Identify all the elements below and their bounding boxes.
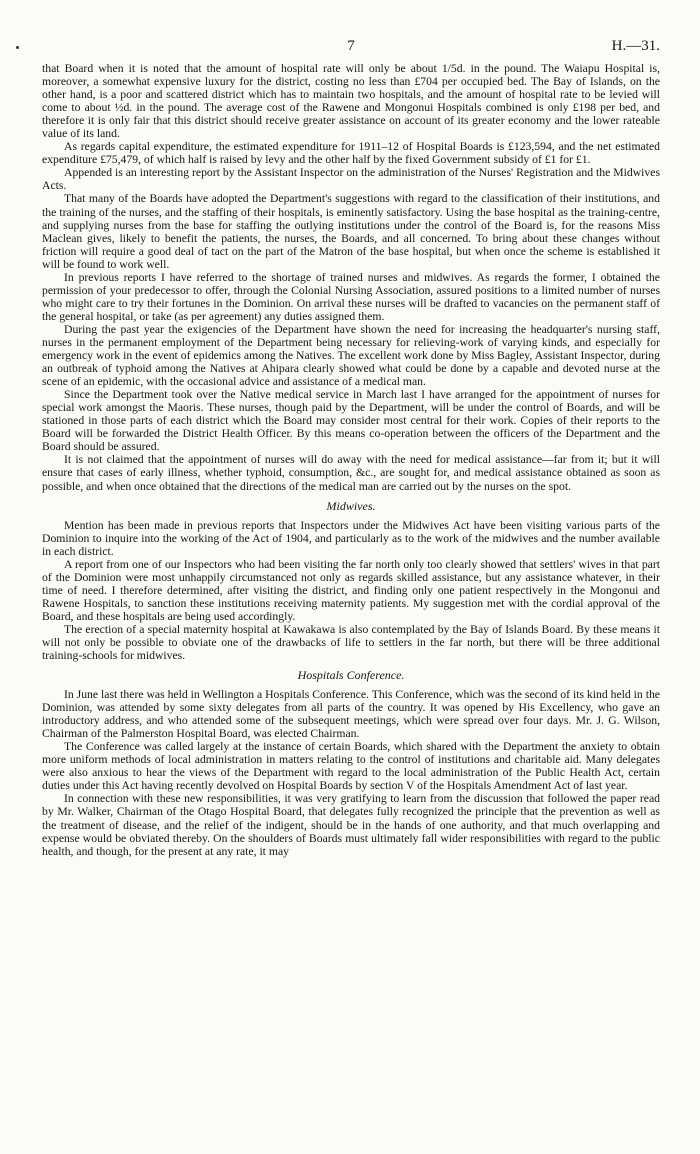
section-heading-hospitals-conference: Hospitals Conference. xyxy=(297,668,405,683)
paragraph: Appended is an interesting report by the Assistant Inspector on the administration of the Nurses' Registration and the Midwives Acts. xyxy=(42,166,660,193)
paragraph: that Board when it is noted that the amount of hospital rate will only be about 1/5d. in the pound. The Waiapu Hospital is, moreover, a somewhat expensive luxury for the district, costing no less than £704 per occupied bed. The Bay of Islands, on the other hand, is a poor and scattered district which has to maintain two hospitals, and the amount of hospital rate to be levied will come to about ½d. in the pound. The average cost of the Rawene and Mongonui Hospitals combined is only £198 per bed, and therefore it is only fair that this district should receive greater assistance on account of its greater economy and the lower rateable value of its land. xyxy=(42,62,660,141)
paragraph: In connection with these new responsibilities, it was very gratifying to learn from the discussion that followed the paper read by Mr. Walker, Chairman of the Otago Hospital Board, that delegates fully recognized the principle that the prevention as well as the treatment of disease, and the relief of the indigent, should be in the hands of one authority, and that much overlapping and expense would be obviated thereby. On the shoulders of Boards must ultimately fall wider responsibilities with regard to the public health, and though, for the present at any rate, it may xyxy=(42,792,660,858)
paragraph: In June last there was held in Wellington a Hospitals Conference. This Conference, which was the second of its kind held in the Dominion, was attended by some sixty delegates from all parts of the country. It was opened by His Excellency, who gave an introductory address, and who attended some of the subsequent meetings, which were spread over four days. Mr. J. G. Wilson, Chairman of the Palmerston Hospital Board, was elected Chairman. xyxy=(42,688,660,741)
paragraph: Mention has been made in previous reports that Inspectors under the Midwives Act have been visiting various parts of the Dominion to inquire into the working of the Act of 1904, and particularly as to the work of the midwives and the number available in each district. xyxy=(42,518,660,558)
paragraph: That many of the Boards have adopted the Department's suggestions with regard to the classification of their institutions, and the training of the nurses, and the staffing of their hospitals, is eminently satisfactory. Using the base hospital as the training-centre, and supplying nurses from the base for staffing the outlying institutions under the control of the Board is, for the reasons Miss Maclean gives, likely to benefit the patients, the nurses, the Boards, and all concerned. To bring about these changes without friction will require a good deal of tact on the part of the Matron of the base hospital, but when once the scheme is established it will be found to work well. xyxy=(42,192,660,271)
paragraph: A report from one of our Inspectors who had been visiting the far north only too clearly showed that settlers' wives in that part of the Dominion were most unhappily circumstanced not only as regards skilled assistance, but any assistance whatever, in their time of need. I therefore determined, after visiting the district, and finding only one patient respectively in the Mongonui and Rawene Hospitals, to sanction these institutions receiving maternity patients. My suggestion met with the cordial approval of the Board, and these hospitals are being used accordingly. xyxy=(42,557,660,623)
paragraph: During the past year the exigencies of the Department have shown the need for increasing the headquarter's nursing staff, nurses in the permanent employment of the Department being necessary for relieving-work of varying kinds, and especially for emergency work in the event of epidemics among the Natives. The excellent work done by Miss Bagley, Assistant Inspector, during an outbreak of typhoid among the Natives at Ahipara clearly showed what could be done by a capable and devoted nurse at the scene of an epidemic, with the occasional advice and assistance of a medical man. xyxy=(42,322,660,389)
page-header xyxy=(42,38,660,62)
paragraph: As regards capital expenditure, the estimated expenditure for 1911–12 of Hospital Boards is £123,594, and the net estimated expenditure £75,479, of which half is raised by levy and the other half by the fixed Government subsidy of £1 for £1. xyxy=(42,140,660,167)
paragraph: Since the Department took over the Native medical service in March last I have arranged for the appointment of nurses for special work amongst the Maoris. These nurses, though paid by the Department, will be under the control of Boards, and will be stationed in those parts of each district which the Board may consider most central for their work. Copies of their reports to the Board will be forwarded the District Health Officer. By this means co-operation between the officers of the Department and the Board should be assured. xyxy=(42,388,660,454)
paragraph: The Conference was called largely at the instance of certain Boards, which shared with the Department the anxiety to obtain more uniform methods of local administration in matters relating to the control of institutions and charitable aid. Many delegates were also anxious to hear the views of the Department with regard to the local administration of the Public Health Act, certain duties under this Act having recently devolved on Hospital Boards by section V of the Hospitals Amendment Act of last year. xyxy=(42,740,660,793)
document-body xyxy=(42,62,660,858)
page-number: 7 xyxy=(347,38,355,54)
margin-dot xyxy=(16,46,19,49)
paragraph: The erection of a special maternity hospital at Kawakawa is also contemplated by the Bay of Islands Board. By these means it will not only be possible to obviate one of the drawbacks of life to settlers in the far north, but there will be three additional training-schools for midwives. xyxy=(42,622,660,663)
paragraph: In previous reports I have referred to the shortage of trained nurses and midwives. As regards the former, I obtained the permission of your predecessor to offer, through the Colonial Nursing Association, assured positions to a limited number of nurses who might care to try their fortunes in the Dominion. On arrival these nurses will be drafted to vacancies on the permanent staff of the general hospital, or take (as per agreement) any duties assigned them. xyxy=(42,270,660,323)
section-heading-midwives: Midwives. xyxy=(326,498,376,513)
document-reference: H.—31. xyxy=(611,38,660,54)
paragraph: It is not claimed that the appointment of nurses will do away with the need for medical assistance—far from it; but it will ensure that cases of early illness, whether typhoid, consumption, &c., are sought for, and medical assistance obtained as soon as possible, and when once obtained that the directions of the medical man are carried out by the nurses on the spot. xyxy=(42,453,660,493)
